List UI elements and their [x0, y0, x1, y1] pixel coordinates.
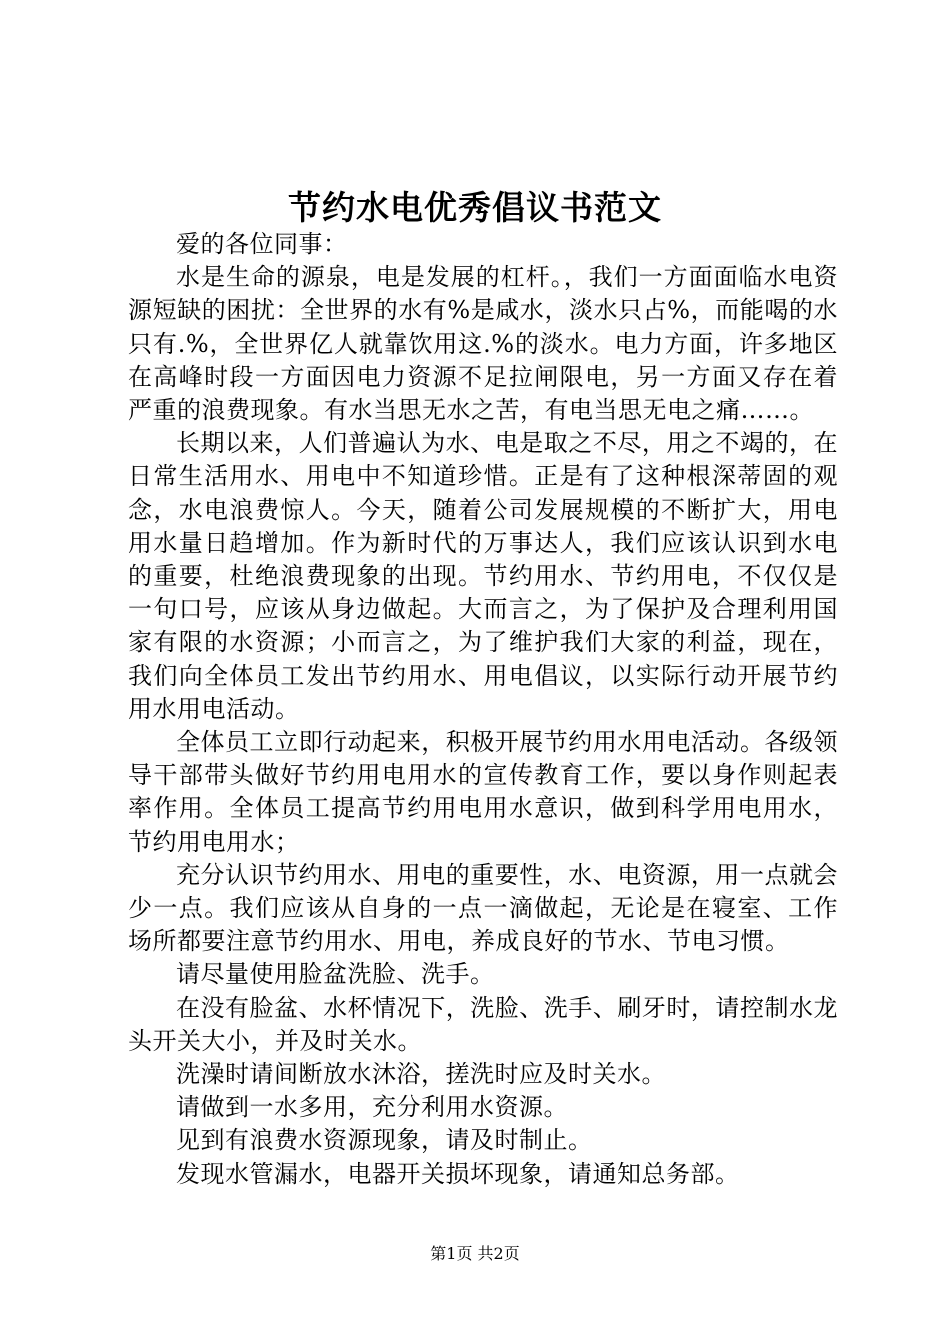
list-item: 请做到一水多用，充分利用水资源。 [176, 1093, 568, 1122]
paragraph-call-to-action: 全体员工立即行动起来，积极开展节约用水用电活动。各级领导干部带头做好节约用电用水的宣传教育工作，要以身作则起表率作用。全体员工提高节约用电用水意识，做到科学用电用水，节约用电用水； [128, 728, 838, 856]
list-item: 发现水管漏水，电器开关损坏现象，请通知总务部。 [176, 1159, 740, 1188]
salutation: 爱的各位同事： [176, 230, 348, 258]
paragraph-background: 长期以来，人们普遍认为水、电是取之不尽，用之不竭的，在日常生活用水、用电中不知道珍惜。正是有了这种根深蒂固的观念，水电浪费惊人。今天，随着公司发展规模的不断扩大，用电用水量日趋增加。作为新时代的万事达人，我们应该认识到水电的重要，杜绝浪费现象的出现。节约用水、节约用电，不仅仅是一句口号，应该从身边做起。大而言之，为了保护及合理利用国家有限的水资源；小而言之，为了维护我们大家的利益，现在，我们向全体员工发出节约用水、用电倡议，以实际行动开展节约用水用电活动。 [128, 429, 838, 723]
document-title: 节约水电优秀倡议书范文 [288, 188, 662, 227]
paragraph-awareness: 充分认识节约用水、用电的重要性，水、电资源，用一点就会少一点。我们应该从自身的一点一滴做起，无论是在寝室、工作场所都要注意节约用水、用电，养成良好的节水、节电习惯。 [128, 860, 838, 956]
document-body [128, 228, 838, 1191]
page-number-footer: 第1页 共2页 [430, 1244, 520, 1263]
list-item: 见到有浪费水资源现象，请及时制止。 [176, 1126, 593, 1155]
list-item: 洗澡时请间断放水沐浴，搓洗时应及时关水。 [176, 1060, 666, 1089]
list-item: 在没有脸盆、水杯情况下，洗脸、洗手、刷牙时，请控制水龙头开关大小，并及时关水。 [128, 993, 838, 1055]
paragraph-intro: 水是生命的源泉，电是发展的杠杆。，我们一方面面临水电资源短缺的困扰：全世界的水有%是咸水，淡水只占%，而能喝的水只有.%，全世界亿人就靠饮用这.%的淡水。电力方面，许多地区在高峰时段一方面因电力资源不足拉闸限电，另一方面又存在着严重的浪费现象。有水当思无水之苦，有电当思无电之痛……。 [128, 263, 838, 425]
list-item: 请尽量使用脸盆洗脸、洗手。 [176, 960, 495, 989]
